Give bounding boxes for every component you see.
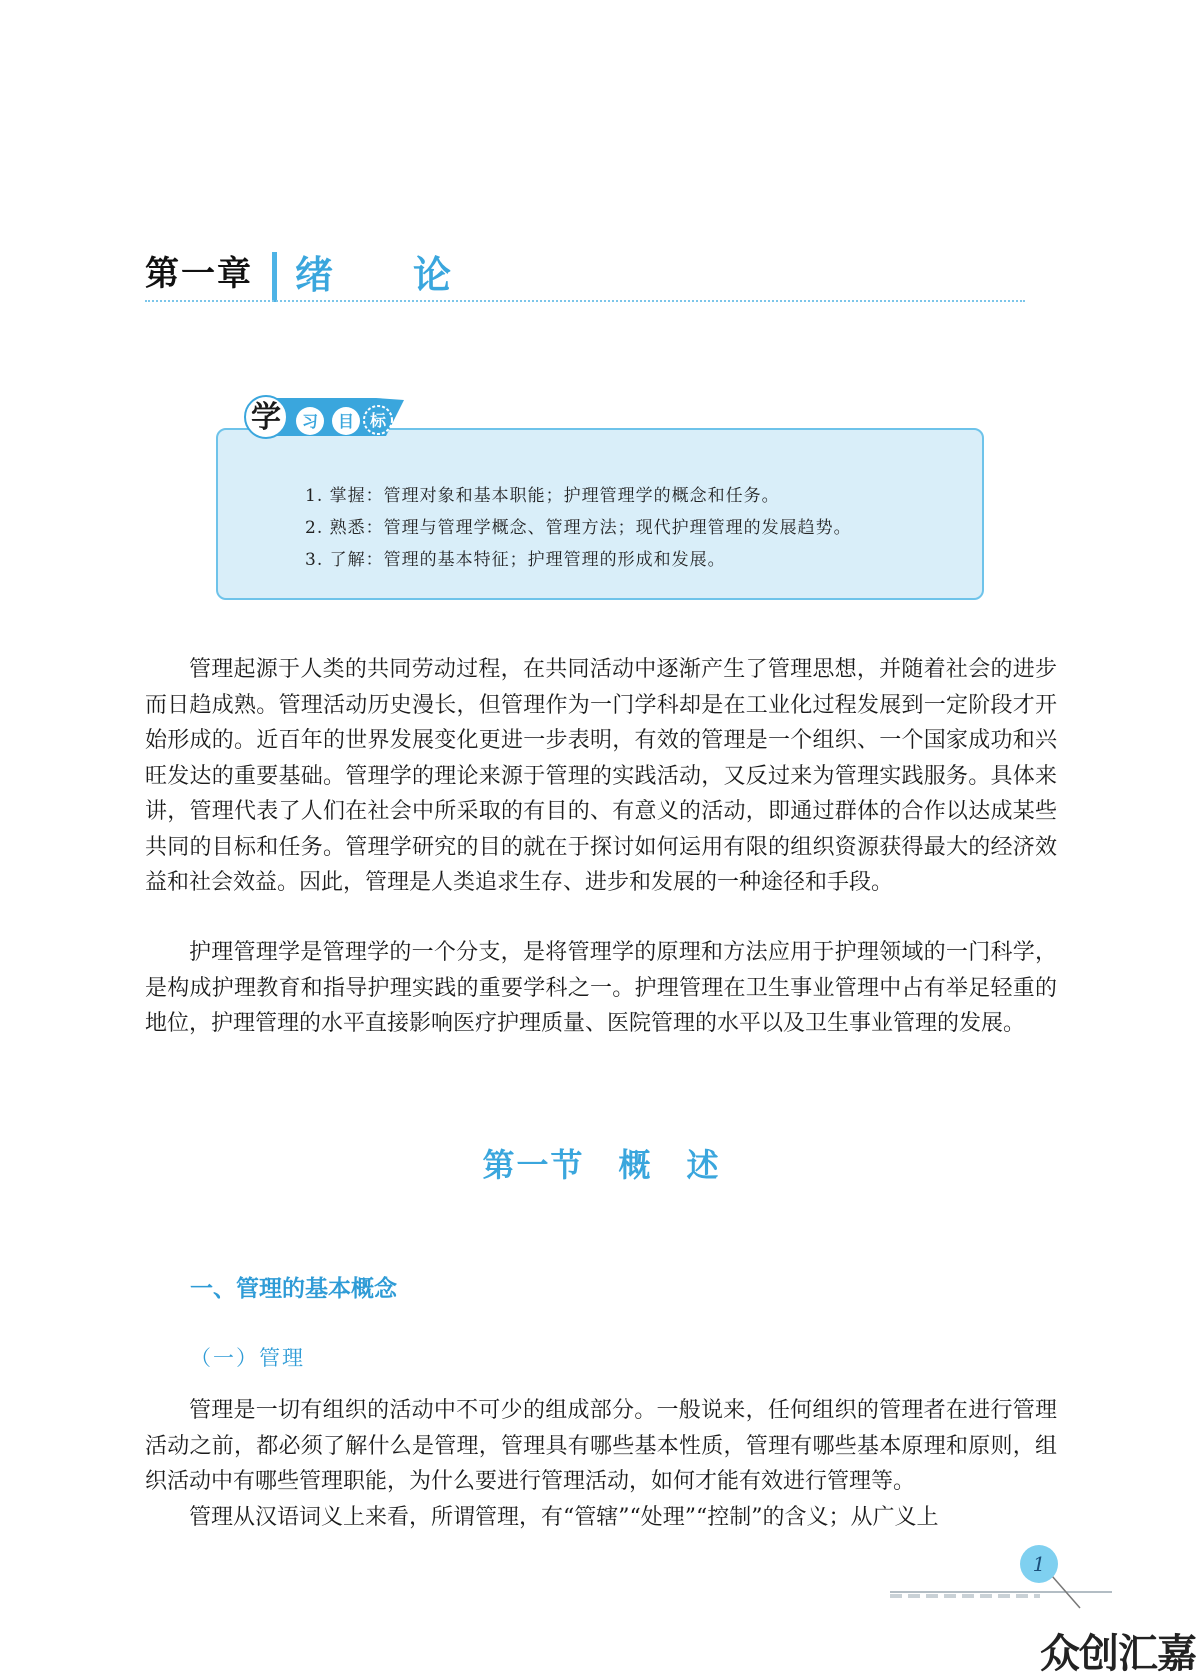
objectives-header-char: 标 bbox=[369, 411, 387, 430]
page-number: 1 bbox=[1020, 1545, 1058, 1583]
objectives-list bbox=[305, 480, 852, 576]
chapter-dotted-rule bbox=[145, 300, 1025, 302]
section-title: 第一节 概 述 bbox=[482, 1146, 721, 1184]
chapter-divider-bar bbox=[272, 252, 277, 302]
subheading-level-2: （一）管理 bbox=[190, 1346, 305, 1370]
subheading-level-1: 一、管理的基本概念 bbox=[190, 1276, 397, 1302]
page-footer-decoration bbox=[880, 1560, 1120, 1610]
watermark-logo: 众创汇嘉 bbox=[1040, 1631, 1196, 1677]
chapter-label: 第一章 bbox=[145, 254, 253, 294]
objective-item: 2. 熟悉：管理与管理学概念、管理方法；现代护理管理的发展趋势。 bbox=[305, 518, 852, 538]
objectives-header-badge bbox=[236, 394, 406, 440]
objectives-header-char: 习 bbox=[301, 412, 319, 431]
objective-item: 1. 掌握：管理对象和基本职能；护理管理学的概念和任务。 bbox=[305, 486, 780, 506]
body-paragraph-4: 管理从汉语词义上来看，所谓管理，有“管辖”“处理”“控制”的含义；从广义上 bbox=[189, 1505, 939, 1530]
intro-paragraph-1: 管理起源于人类的共同劳动过程，在共同活动中逐渐产生了管理思想，并随着社会的进步而日趋成熟。管理活动历史漫长，但管理作为一门学科却是在工业化过程发展到一定阶段才开始形成的。近百年的世界发展变化更进一步表明，有效的管理是一个组织、一个国家成功和兴旺发达的重要基础。管理学的理论来源于管理的实践活动，又反过来为管理实践服务。具体来讲，管理代表了人们在社会中所采取的有目的、有意义的活动，即通过群体的合作以达成某些共同的目标和任务。管理学研究的目的就在于探讨如何运用有限的组织资源获得最大的经济效益和社会效益。因此，管理是人类追求生存、进步和发展的一种途径和手段。 bbox=[145, 657, 1057, 895]
intro-paragraph-2: 护理管理学是管理学的一个分支，是将管理学的原理和方法应用于护理领域的一门科学，是构成护理教育和指导护理实践的重要学科之一。护理管理在卫生事业管理中占有举足轻重的地位，护理管理的水平直接影响医疗护理质量、医院管理的水平以及卫生事业管理的发展。 bbox=[145, 940, 1057, 1036]
objectives-header-char: 学 bbox=[251, 400, 281, 435]
body-paragraph-3: 管理是一切有组织的活动中不可少的组成部分。一般说来，任何组织的管理者在进行管理活动之前，都必须了解什么是管理，管理具有哪些基本性质，管理有哪些基本原理和原则，组织活动中有哪些管理职能，为什么要进行管理活动，如何才能有效进行管理等。 bbox=[145, 1398, 1057, 1494]
objective-item: 3. 了解：管理的基本特征；护理管理的形成和发展。 bbox=[305, 550, 726, 570]
chapter-title: 绪论 bbox=[295, 252, 532, 297]
objectives-header-char: 目 bbox=[337, 412, 355, 431]
